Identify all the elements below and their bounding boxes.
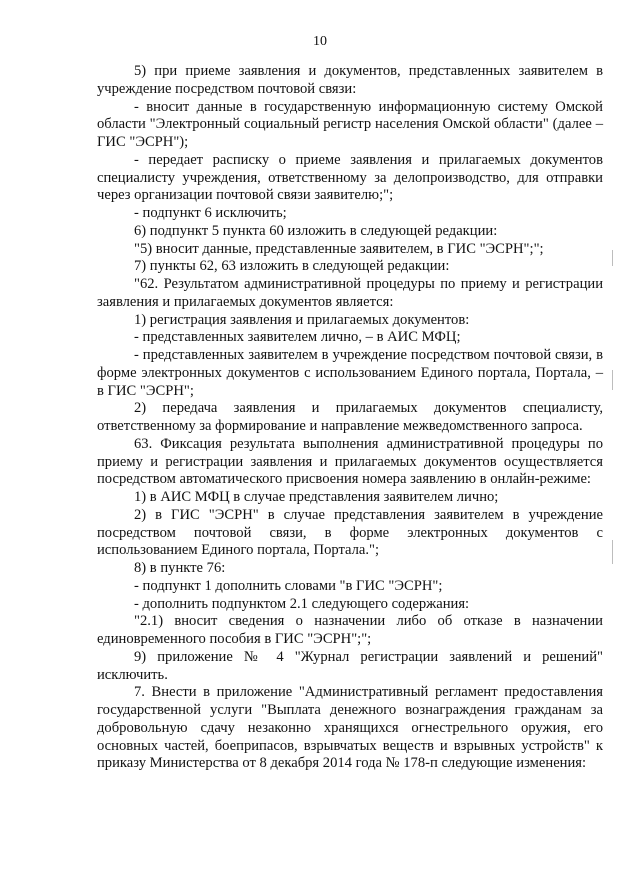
paragraph: "62. Результатом административной процедуры по приему и регистрации заявления и прилагаемых документов является: xyxy=(97,276,603,310)
paragraph: "2.1) вносит сведения о назначении либо об отказе в назначении единовременного пособия в ГИС "ЭСРН";"; xyxy=(97,613,603,647)
paragraph: 5) при приеме заявления и документов, представленных заявителем в учреждение посредством почтовой связи: xyxy=(97,63,603,97)
paragraph: 6) подпункт 5 пункта 60 изложить в следующей редакции: xyxy=(134,222,498,239)
paragraph: - представленных заявителем в учреждение посредством почтовой связи, в форме электронных документов с использованием Единого портала, Портала, – в ГИС "ЭСРН"; xyxy=(97,347,603,399)
document-body xyxy=(97,63,603,773)
paragraph: 1) регистрация заявления и прилагаемых документов: xyxy=(134,311,470,328)
paragraph: - подпункт 6 исключить; xyxy=(134,205,287,221)
paragraph: - подпункт 1 дополнить словами "в ГИС "ЭСРН"; xyxy=(134,577,443,594)
paragraph: 2) передача заявления и прилагаемых документов специалисту, ответственному за формирование и направление межведомственного запроса. xyxy=(97,400,603,434)
paragraph: 1) в АИС МФЦ в случае представления заявителем лично; xyxy=(134,489,499,505)
paragraph: - дополнить подпунктом 2.1 следующего содержания: xyxy=(134,595,470,612)
paragraph: 7) пункты 62, 63 изложить в следующей редакции: xyxy=(134,258,450,275)
paragraph: 63. Фиксация результата выполнения административной процедуры по приему и регистрации заявления и прилагаемых документов осуществляется посредством автоматического присвоения номера заявлению в онлайн-режиме: xyxy=(97,435,603,488)
scan-margin-mark xyxy=(612,540,613,564)
page-number: 10 xyxy=(313,34,327,49)
paragraph: - передает расписку о приеме заявления и прилагаемых документов специалисту учреждения, ответственному за делопроизводство, для отправки через организации почтовой связи заявителю;"; xyxy=(97,151,603,204)
paragraph: 7. Внести в приложение "Административный регламент предоставления государственной услуги "Выплата денежного вознаграждения гражданам за добровольную сдачу незаконно хранящихся огнестрельного оружия, его основных частей, боеприпасов, взрывчатых веществ и взрывных устройств" к приказу Министерства от 8 декабря 2014 года № 178-п следующие изменения: xyxy=(97,684,603,772)
paragraph: - вносит данные в государственную информационную систему Омской области "Электронный социальный регистр населения Омской области" (далее – ГИС "ЭСРН"); xyxy=(97,98,603,150)
paragraph: 8) в пункте 76: xyxy=(134,560,226,576)
paragraph: 9) приложение № 4 "Журнал регистрации заявлений и решений" исключить. xyxy=(97,648,603,683)
paragraph: 2) в ГИС "ЭСРН" в случае представления заявителем в учреждение посредством почтовой связи, в форме электронных документов с использованием Единого портала, Портала."; xyxy=(97,506,603,559)
paragraph: - представленных заявителем лично, – в АИС МФЦ; xyxy=(134,329,461,346)
paragraph: "5) вносит данные, представленные заявителем, в ГИС "ЭСРН";"; xyxy=(134,240,544,257)
scan-margin-mark xyxy=(612,250,613,266)
scan-margin-mark xyxy=(612,370,613,390)
